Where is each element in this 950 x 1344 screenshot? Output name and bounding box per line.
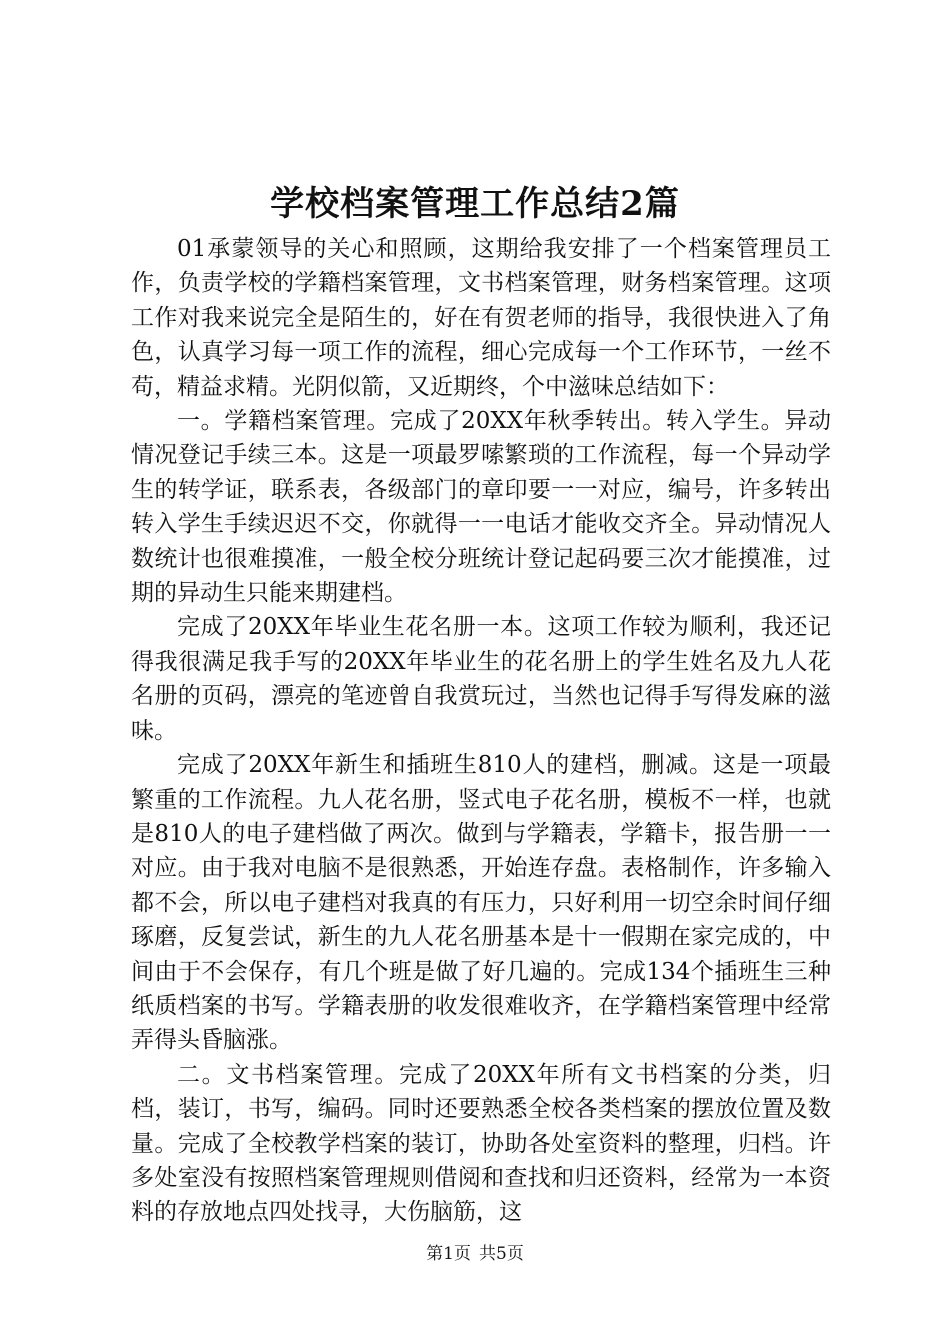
paragraph-intro: 01承蒙领导的关心和照顾，这期给我安排了一个档案管理员工作，负责学校的学籍档案管理，文书档案管理，财务档案管理。这项工作对我来说完全是陌生的，好在有贺老师的指导，我很快进入了角色，认真学习每一项工作的流程，细心完成每一个工作环节，一丝不苟，精益求精。光阴似箭，又近期终，个中滋味总结如下： <box>131 236 831 400</box>
page-footer <box>0 1242 950 1266</box>
document-title: 学校档案管理工作总结2篇 <box>270 184 680 224</box>
paragraph-document-archives: 二。文书档案管理。完成了20XX年所有文书档案的分类，归档，装订，书写，编码。同时还要熟悉全校各类档案的摆放位置及数量。完成了全校教学档案的装订，协助各处室资料的整理，归档。许多处室没有按照档案管理规则借阅和查找和归还资料，经常为一本资料的存放地点四处找寻，大伤脑筋，这 <box>131 1061 831 1226</box>
paragraph-graduate-roster: 完成了20XX年毕业生花名册一本。这项工作较为顺利，我还记得我很满足我手写的20XX年毕业生的花名册上的学生姓名及九人花名册的页码，漂亮的笔迹曾自我赏玩过，当然也记得手写得发麻的滋味。 <box>131 614 831 744</box>
paragraph-student-records: 一。学籍档案管理。完成了20XX年秋季转出。转入学生。异动情况登记手续三本。这是一项最罗嗦繁琐的工作流程，每一个异动学生的转学证，联系表，各级部门的章印要一一对应，编号，许多转出转入学生手续迟迟不交，你就得一一电话才能收交齐全。异动情况人数统计也很难摸准，一般全校分班统计登记起码要三次才能摸准，过期的异动生只能来期建档。 <box>131 408 831 607</box>
page-number-current: 第1页 <box>426 1244 471 1264</box>
page-number-total: 共5页 <box>479 1244 524 1264</box>
paragraph-new-students: 完成了20XX年新生和插班生810人的建档，删减。这是一项最繁重的工作流程。九人花名册，竖式电子花名册，模板不一样，也就是810人的电子建档做了两次。做到与学籍表，学籍卡，报告册一一对应。由于我对电脑不是很熟悉，开始连存盘。表格制作，许多输入都不会，所以电子建档对我真的有压力，只好利用一切空余时间仔细琢磨，反复尝试，新生的九人花名册基本是十一假期在家完成的，中间由于不会保存，有几个班是做了好几遍的。完成134个插班生三种纸质档案的书写。学籍表册的收发很难收齐，在学籍档案管理中经常弄得头昏脑涨。 <box>131 752 831 1054</box>
document-body <box>131 232 831 1230</box>
